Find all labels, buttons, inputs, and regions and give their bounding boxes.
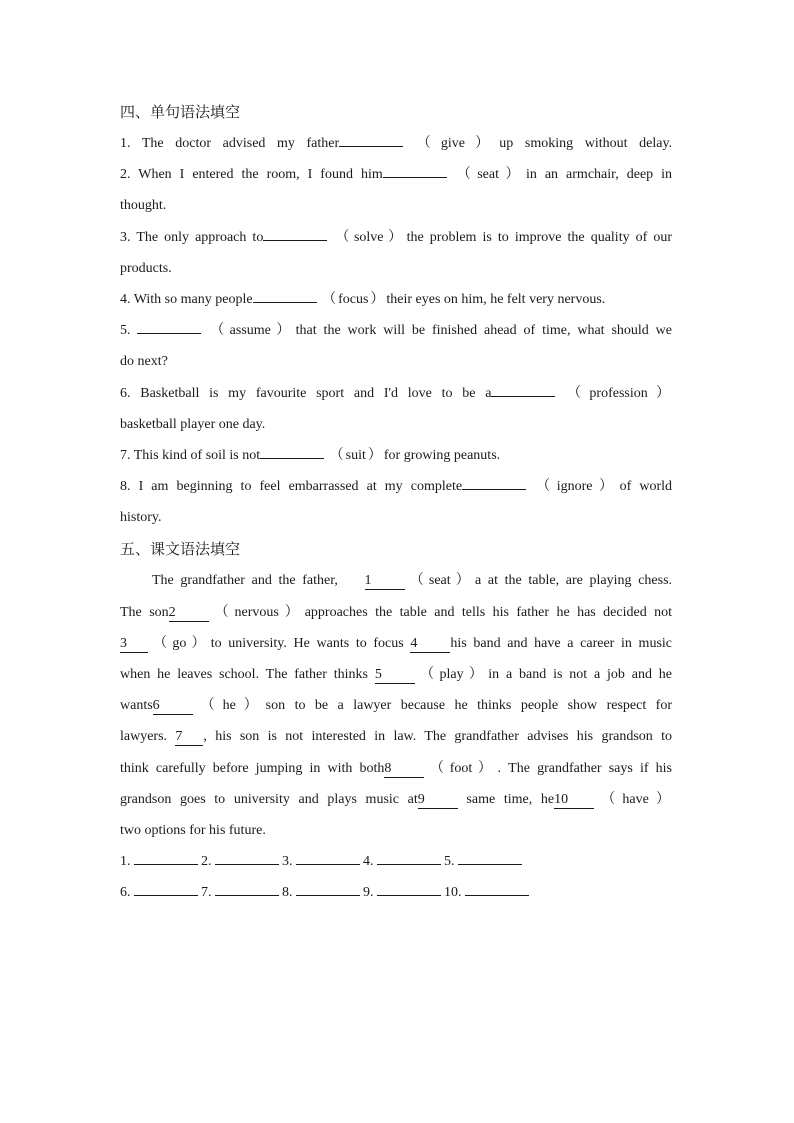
- answer-blank-3[interactable]: [263, 240, 327, 241]
- question-6-cont: basketball player one day.: [120, 416, 266, 432]
- passage-line-1: The grandfather and the father, 1 （ seat ） a at the table, are playing chess.: [152, 573, 673, 589]
- passage-line-2: The son2 （ nervous ） approaches the table and tells his father he has decided not: [120, 604, 673, 620]
- passage-blank-1[interactable]: 1: [365, 573, 405, 590]
- passage-line-5: wants6 （ he ） son to be a lawyer because he thinks people show respect for: [120, 698, 672, 714]
- answer-blank-2[interactable]: [383, 177, 447, 178]
- answer-blank-1[interactable]: [339, 146, 403, 147]
- question-2: 2. When I entered the room, I found him （ seat ） in an armchair, deep in: [120, 167, 673, 183]
- answer-field-8[interactable]: [296, 895, 360, 896]
- passage-line-6: lawyers. 7 , his son is not interested in law. The grandfather advises his grandson to: [120, 729, 672, 745]
- question-3: 3. The only approach to （ solve ） the problem is to improve the quality of our: [120, 229, 673, 245]
- question-8: 8. I am beginning to feel embarrassed at my complete （ ignore ） of world: [120, 479, 673, 495]
- hint-word: seat: [477, 167, 499, 183]
- hint-word: suit: [345, 447, 366, 463]
- passage-blank-5[interactable]: 5: [375, 667, 415, 684]
- passage-blank-6[interactable]: 6: [153, 698, 193, 715]
- hint-word: play: [439, 667, 464, 682]
- answer-field-1[interactable]: [134, 864, 198, 865]
- question-8-cont: history.: [120, 510, 162, 526]
- passage-blank-2[interactable]: 2: [169, 605, 209, 622]
- answer-field-4[interactable]: [377, 864, 441, 865]
- answer-field-5[interactable]: [458, 864, 522, 865]
- question-1: 1. The doctor advised my father （ give ） up smoking without delay.: [120, 136, 673, 151]
- question-6: 6. Basketball is my favourite sport and I'd love to be a （ profession ）: [120, 385, 670, 401]
- answer-row-2: 6. 7. 8. 9. 10.: [120, 877, 672, 908]
- section-5-heading: 五、课文语法填空: [120, 540, 241, 559]
- answer-field-10[interactable]: [465, 895, 529, 896]
- passage-line-9: two options for his future.: [120, 822, 266, 838]
- passage-blank-7[interactable]: 7: [175, 729, 203, 746]
- question-4: 4. With so many people （ focus ） their eyes on him, he felt very nervous.: [120, 291, 606, 307]
- hint-word: nervous: [234, 604, 279, 620]
- question-2-cont: thought.: [120, 198, 167, 214]
- hint-word: give: [440, 136, 466, 151]
- answer-field-9[interactable]: [377, 895, 441, 896]
- answer-blank-7[interactable]: [260, 458, 324, 459]
- answer-blank-5[interactable]: [137, 333, 201, 334]
- answer-row-1: 1. 2. 3. 4. 5.: [120, 846, 672, 877]
- hint-word: assume: [229, 323, 271, 339]
- hint-word: focus: [338, 291, 369, 307]
- hint-word: go: [172, 635, 187, 651]
- answer-field-3[interactable]: [296, 864, 360, 865]
- question-5: 5. （ assume ） that the work will be finished ahead of time, what should we: [120, 323, 672, 339]
- hint-word: seat: [428, 573, 451, 589]
- worksheet-content: [120, 96, 672, 909]
- question-3-cont: products.: [120, 260, 172, 276]
- hint-word: have: [622, 791, 649, 807]
- answer-blank-8[interactable]: [462, 489, 526, 490]
- hint-word: ignore: [556, 479, 593, 495]
- question-5-cont: do next?: [120, 354, 168, 370]
- passage-blank-10[interactable]: 10: [554, 792, 594, 809]
- passage-blank-9[interactable]: 9: [418, 792, 458, 809]
- question-7: 7. This kind of soil is not （ suit ） for growing peanuts.: [120, 447, 501, 463]
- passage-line-7: think carefully before jumping in with both8 （ foot ） . The grandfather says if his: [120, 760, 673, 776]
- hint-word: foot: [449, 760, 473, 776]
- passage-line-8: grandson goes to university and plays music at9 same time, he10 （ have ）: [120, 791, 670, 807]
- answer-blank-4[interactable]: [253, 302, 317, 303]
- answer-field-6[interactable]: [134, 895, 198, 896]
- passage-blank-3[interactable]: 3: [120, 636, 148, 653]
- hint-word: solve: [353, 229, 384, 245]
- passage-line-3: 3 （ go ） to university. He wants to focus 4 his band and have a career in music: [120, 635, 672, 651]
- passage-blank-8[interactable]: 8: [384, 761, 424, 778]
- passage-line-4: when he leaves school. The father thinks 5 （ play ） in a band is not a job and he: [120, 667, 673, 682]
- section-4-heading: 四、单句语法填空: [120, 103, 241, 121]
- passage-blank-4[interactable]: 4: [410, 636, 450, 653]
- answer-field-7[interactable]: [215, 895, 279, 896]
- answer-field-2[interactable]: [215, 864, 279, 865]
- hint-word: he: [222, 698, 236, 714]
- answer-blank-6[interactable]: [491, 396, 555, 397]
- hint-word: profession: [589, 385, 648, 401]
